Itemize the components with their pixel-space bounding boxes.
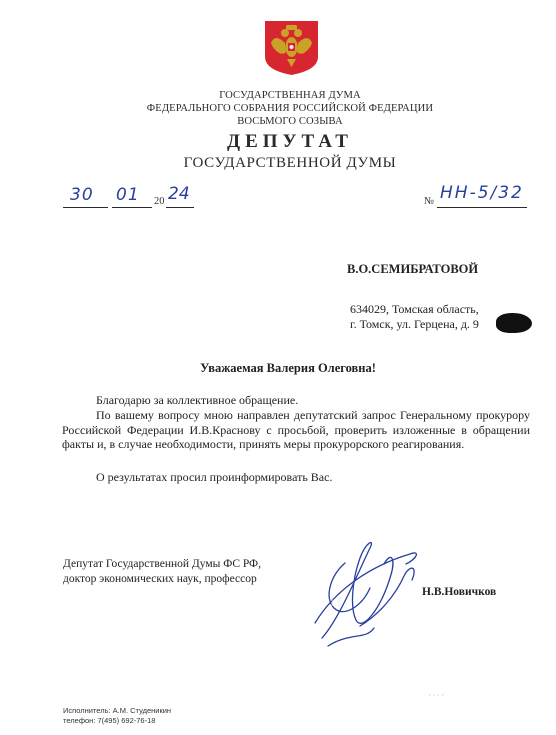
date-month: 01 — [116, 185, 140, 205]
date-year-line — [166, 207, 194, 208]
show-through-mark: ∙∙∙∙ — [428, 688, 446, 702]
organization-line-1: ГОСУДАРСТВЕННАЯ ДУМА — [219, 90, 361, 101]
letterhead-subtitle: ГОСУДАРСТВЕННОЙ ДУМЫ — [183, 155, 397, 171]
date-year-suffix: 24 — [168, 184, 190, 204]
redaction-mark — [496, 313, 532, 333]
signer-position-line-2: доктор экономических наук, профессор — [63, 573, 257, 585]
signer-position-line-1: Депутат Государственной Думы ФС РФ, — [63, 558, 262, 570]
recipient-address-line-1: 634029, Томская область, — [350, 302, 479, 316]
date-day-line — [63, 207, 108, 208]
number-line — [437, 207, 527, 208]
body-paragraph-1: Благодарю за коллективное обращение. — [96, 393, 299, 407]
handwritten-signature — [300, 528, 430, 653]
letterhead-title: ДЕПУТАТ — [227, 131, 353, 152]
date-year-prefix: 20 — [154, 196, 165, 207]
coat-of-arms-emblem — [263, 19, 320, 76]
show-through-mark: ⁞ ⁞ — [330, 595, 342, 609]
greeting: Уважаемая Валерия Олеговна! — [200, 361, 376, 375]
phone-line: телефон: 7(495) 692-76-18 — [63, 716, 156, 725]
recipient-name: В.О.СЕМИБРАТОВОЙ — [347, 262, 479, 276]
document-number: НН-5/32 — [440, 183, 524, 203]
russian-coat-of-arms-icon — [263, 19, 320, 76]
executor-line: Исполнитель: А.М. Студеникин — [63, 706, 172, 715]
date-month-line — [112, 207, 152, 208]
number-sign: № — [424, 196, 435, 207]
body-paragraph-3: О результатах просил проинформировать Вас. — [96, 470, 333, 484]
signer-name: Н.В.Новичков — [422, 586, 497, 598]
body-paragraph-2: По вашему вопросу мною направлен депутатский запрос Генеральному прокурору Российской Федерации И.В.Краснову с просьбой, проверить изложенные в обращении факты и, в случае необходимости, принять меры прокурорского реагирования. — [62, 408, 530, 452]
date-day: 30 — [70, 185, 94, 205]
recipient-address-line-2: г. Томск, ул. Герцена, д. 9 — [350, 317, 479, 331]
organization-line-2: ФЕДЕРАЛЬНОГО СОБРАНИЯ РОССИЙСКОЙ ФЕДЕРАЦИИ — [146, 103, 434, 114]
organization-line-3: ВОСЬМОГО СОЗЫВА — [237, 116, 343, 127]
